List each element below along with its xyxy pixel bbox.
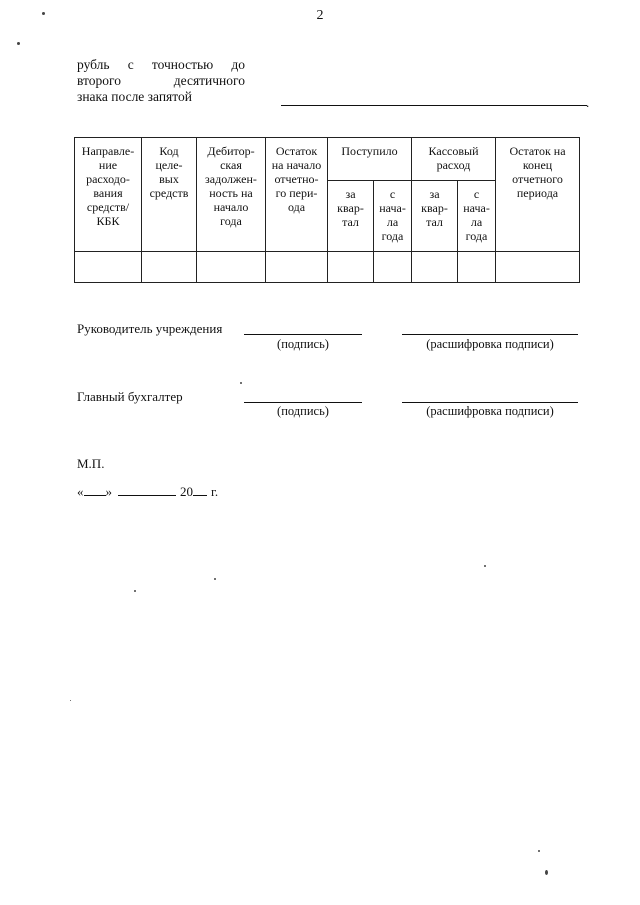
header-expense-quarter: за квар- тал	[412, 181, 458, 252]
intro-word: второго	[77, 73, 121, 88]
date-month-field[interactable]	[118, 483, 176, 496]
accountant-label: Главный бухгалтер	[77, 389, 183, 404]
head-decode-caption: (расшифровка подписи)	[426, 337, 554, 351]
header-balance-start: Остаток на начало отчетно- го пери- ода	[266, 138, 328, 252]
date-year-field[interactable]	[193, 483, 207, 496]
table-cell[interactable]	[266, 252, 328, 283]
intro-fill-line	[281, 103, 587, 106]
accountant-signature-caption: (подпись)	[277, 404, 329, 418]
date-day-field[interactable]	[84, 483, 106, 496]
table-cell[interactable]	[374, 252, 412, 283]
scan-speck	[134, 590, 136, 592]
head-decode-line[interactable]	[402, 333, 578, 335]
scan-speck	[17, 42, 20, 45]
table-cell[interactable]	[328, 252, 374, 283]
scan-speck	[42, 12, 45, 15]
date-year-prefix: 20	[180, 484, 193, 499]
header-code: Код целе- вых средств	[142, 138, 197, 252]
intro-line-1	[77, 57, 245, 73]
scan-speck	[70, 700, 71, 701]
accountant-decode-caption: (расшифровка подписи)	[426, 404, 554, 418]
table-cell[interactable]	[496, 252, 580, 283]
scan-speck	[484, 565, 486, 567]
header-balance-end: Остаток на конец отчетного периода	[496, 138, 580, 252]
intro-word: до	[231, 57, 245, 72]
date-year-suffix: г.	[211, 484, 219, 499]
header-direction: Направле- ние расходо- вания средств/ КБК	[75, 138, 142, 252]
date-line	[77, 483, 218, 500]
intro-word: десятичного	[173, 73, 245, 88]
accountant-signature-line[interactable]	[244, 401, 362, 403]
head-label: Руководитель учреждения	[77, 321, 223, 336]
table-cell[interactable]	[412, 252, 458, 283]
scan-speck	[240, 382, 242, 384]
table-cell[interactable]	[197, 252, 266, 283]
header-receivable: Дебитор- ская задолжен- ность на начало года	[197, 138, 266, 252]
page-number: 2	[316, 8, 324, 23]
date-open-quote: «	[77, 484, 84, 499]
intro-word: рубль	[77, 57, 110, 72]
table-cell[interactable]	[75, 252, 142, 283]
intro-word: с	[127, 57, 134, 72]
header-received-year: с нача- ла года	[374, 181, 412, 252]
head-signature-line[interactable]	[244, 333, 362, 335]
stamp-place: М.П.	[77, 456, 105, 471]
head-signature-caption: (подпись)	[277, 337, 329, 351]
intro-end-mark: .	[586, 95, 590, 110]
header-received-quarter: за квар- тал	[328, 181, 374, 252]
scan-speck	[545, 870, 548, 875]
scan-speck	[538, 850, 540, 852]
date-close-quote: »	[105, 484, 112, 499]
intro-word: точностью	[151, 57, 214, 72]
intro-line-3: знака после запятой	[77, 89, 192, 104]
accountant-decode-line[interactable]	[402, 401, 578, 403]
intro-line-2	[77, 73, 245, 89]
header-received: Поступило	[328, 138, 412, 181]
table-cell[interactable]	[142, 252, 197, 283]
table-row	[75, 252, 580, 283]
table-cell[interactable]	[458, 252, 496, 283]
intro-text	[77, 57, 245, 105]
header-cash-expense: Кассовый расход	[412, 138, 496, 181]
header-expense-year: с нача- ла года	[458, 181, 496, 252]
report-table	[74, 137, 580, 283]
scan-speck	[214, 578, 216, 580]
